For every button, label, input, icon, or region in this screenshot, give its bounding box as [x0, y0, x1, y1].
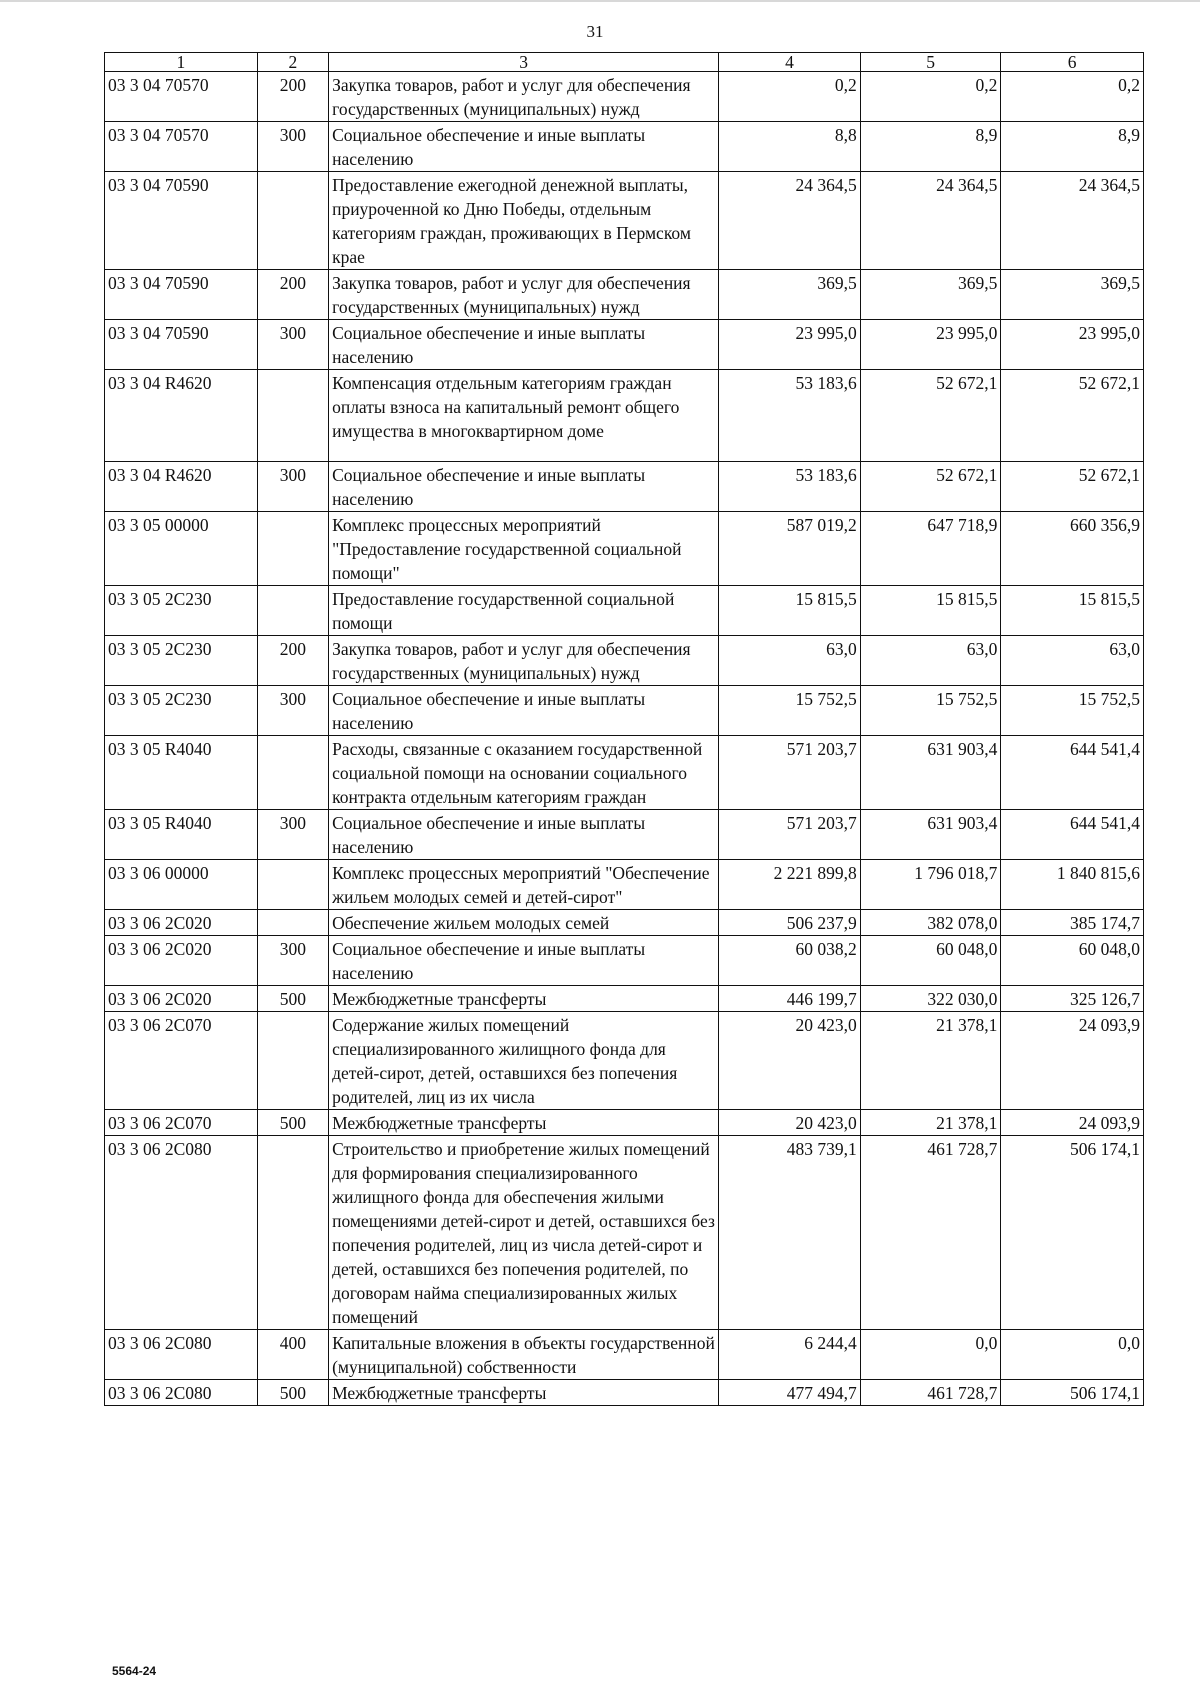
amount-col5-cell: 382 078,0	[860, 910, 1001, 936]
table-row	[105, 1110, 1144, 1136]
budget-code-cell: 03 3 04 R4620	[105, 370, 258, 462]
amount-col6-cell: 24 093,9	[1001, 1012, 1144, 1110]
expense-type-cell: 400	[257, 1330, 328, 1380]
expense-type-cell: 300	[257, 462, 328, 512]
description-cell: Комплекс процессных мероприятий "Обеспечение жильем молодых семей и детей-сирот"	[329, 860, 719, 910]
amount-col5-cell: 369,5	[860, 270, 1001, 320]
expense-type-cell: 500	[257, 1110, 328, 1136]
description-cell: Социальное обеспечение и иные выплаты населению	[329, 686, 719, 736]
description-cell: Социальное обеспечение и иные выплаты населению	[329, 462, 719, 512]
amount-col6-cell: 660 356,9	[1001, 512, 1144, 586]
description-cell: Компенсация отдельным категориям граждан оплаты взноса на капитальный ремонт общего имущества в многоквартирном доме	[329, 370, 719, 462]
budget-code-cell: 03 3 06 2С020	[105, 936, 258, 986]
description-cell: Межбюджетные трансферты	[329, 986, 719, 1012]
amount-col6-cell: 506 174,1	[1001, 1380, 1144, 1406]
expense-type-cell: 200	[257, 72, 328, 122]
amount-col4-cell: 24 364,5	[719, 172, 861, 270]
amount-col6-cell: 0,2	[1001, 72, 1144, 122]
amount-col4-cell: 15 752,5	[719, 686, 861, 736]
amount-col4-cell: 23 995,0	[719, 320, 861, 370]
amount-col5-cell: 0,2	[860, 72, 1001, 122]
expense-type-cell	[257, 512, 328, 586]
amount-col5-cell: 647 718,9	[860, 512, 1001, 586]
col-header-4: 4	[719, 53, 861, 72]
amount-col5-cell: 322 030,0	[860, 986, 1001, 1012]
table-row	[105, 986, 1144, 1012]
amount-col6-cell: 369,5	[1001, 270, 1144, 320]
expense-type-cell: 300	[257, 320, 328, 370]
amount-col6-cell: 506 174,1	[1001, 1136, 1144, 1330]
amount-col5-cell: 21 378,1	[860, 1012, 1001, 1110]
amount-col6-cell: 0,0	[1001, 1330, 1144, 1380]
expense-type-cell: 300	[257, 122, 328, 172]
expense-type-cell	[257, 172, 328, 270]
budget-code-cell: 03 3 05 R4040	[105, 736, 258, 810]
table-row	[105, 860, 1144, 910]
amount-col4-cell: 2 221 899,8	[719, 860, 861, 910]
amount-col5-cell: 21 378,1	[860, 1110, 1001, 1136]
col-header-5: 5	[860, 53, 1001, 72]
amount-col4-cell: 15 815,5	[719, 586, 861, 636]
description-cell: Межбюджетные трансферты	[329, 1110, 719, 1136]
amount-col5-cell: 60 048,0	[860, 936, 1001, 986]
amount-col6-cell: 8,9	[1001, 122, 1144, 172]
expense-type-cell	[257, 370, 328, 462]
table-row	[105, 462, 1144, 512]
expense-type-cell: 200	[257, 270, 328, 320]
budget-code-cell: 03 3 05 2С230	[105, 686, 258, 736]
expense-type-cell: 300	[257, 810, 328, 860]
budget-code-cell: 03 3 05 2С230	[105, 586, 258, 636]
table-row	[105, 122, 1144, 172]
expense-type-cell: 300	[257, 936, 328, 986]
table-row	[105, 686, 1144, 736]
table-row	[105, 1012, 1144, 1110]
amount-col5-cell: 461 728,7	[860, 1380, 1001, 1406]
description-cell: Социальное обеспечение и иные выплаты населению	[329, 936, 719, 986]
description-cell: Социальное обеспечение и иные выплаты населению	[329, 320, 719, 370]
table-row	[105, 72, 1144, 122]
table-row	[105, 1380, 1144, 1406]
budget-code-cell: 03 3 04 70590	[105, 270, 258, 320]
amount-col6-cell: 15 815,5	[1001, 586, 1144, 636]
description-cell: Предоставление государственной социальной помощи	[329, 586, 719, 636]
amount-col5-cell: 631 903,4	[860, 736, 1001, 810]
table-row	[105, 586, 1144, 636]
description-cell: Закупка товаров, работ и услуг для обеспечения государственных (муниципальных) нужд	[329, 270, 719, 320]
amount-col4-cell: 477 494,7	[719, 1380, 861, 1406]
amount-col4-cell: 571 203,7	[719, 810, 861, 860]
budget-code-cell: 03 3 06 2С020	[105, 910, 258, 936]
amount-col4-cell: 6 244,4	[719, 1330, 861, 1380]
amount-col5-cell: 52 672,1	[860, 370, 1001, 462]
amount-col5-cell: 15 815,5	[860, 586, 1001, 636]
amount-col6-cell: 24 364,5	[1001, 172, 1144, 270]
amount-col4-cell: 587 019,2	[719, 512, 861, 586]
amount-col6-cell: 15 752,5	[1001, 686, 1144, 736]
amount-col4-cell: 506 237,9	[719, 910, 861, 936]
expense-type-cell: 500	[257, 986, 328, 1012]
amount-col5-cell: 0,0	[860, 1330, 1001, 1380]
amount-col4-cell: 8,8	[719, 122, 861, 172]
budget-table	[104, 52, 1144, 1406]
amount-col5-cell: 23 995,0	[860, 320, 1001, 370]
amount-col4-cell: 483 739,1	[719, 1136, 861, 1330]
description-cell: Капитальные вложения в объекты государственной (муниципальной) собственности	[329, 1330, 719, 1380]
description-cell: Межбюджетные трансферты	[329, 1380, 719, 1406]
amount-col4-cell: 53 183,6	[719, 370, 861, 462]
table-row	[105, 910, 1144, 936]
expense-type-cell	[257, 1012, 328, 1110]
budget-code-cell: 03 3 05 2С230	[105, 636, 258, 686]
amount-col6-cell: 325 126,7	[1001, 986, 1144, 1012]
budget-code-cell: 03 3 06 2С080	[105, 1380, 258, 1406]
budget-code-cell: 03 3 06 2С080	[105, 1136, 258, 1330]
amount-col6-cell: 52 672,1	[1001, 462, 1144, 512]
description-cell: Предоставление ежегодной денежной выплаты, приуроченной ко Дню Победы, отдельным категориям граждан, проживающих в Пермском крае	[329, 172, 719, 270]
budget-code-cell: 03 3 04 70570	[105, 122, 258, 172]
description-cell: Строительство и приобретение жилых помещений для формирования специализированного жилищного фонда для обеспечения жилыми помещениями детей-сирот и детей, оставшихся без попечения родителей, лиц из числа детей-сирот и детей, оставшихся без попечения родителей, по договорам найма специализированных жилых помещений	[329, 1136, 719, 1330]
expense-type-cell: 300	[257, 686, 328, 736]
amount-col5-cell: 63,0	[860, 636, 1001, 686]
amount-col6-cell: 63,0	[1001, 636, 1144, 686]
amount-col5-cell: 52 672,1	[860, 462, 1001, 512]
budget-code-cell: 03 3 06 2С080	[105, 1330, 258, 1380]
amount-col5-cell: 24 364,5	[860, 172, 1001, 270]
budget-code-cell: 03 3 06 2С070	[105, 1012, 258, 1110]
amount-col4-cell: 63,0	[719, 636, 861, 686]
table-row	[105, 172, 1144, 270]
description-cell: Расходы, связанные с оказанием государственной социальной помощи на основании социального контракта отдельным категориям граждан	[329, 736, 719, 810]
description-cell: Комплекс процессных мероприятий "Предоставление государственной социальной помощи"	[329, 512, 719, 586]
expense-type-cell	[257, 860, 328, 910]
expense-type-cell: 500	[257, 1380, 328, 1406]
description-cell: Закупка товаров, работ и услуг для обеспечения государственных (муниципальных) нужд	[329, 636, 719, 686]
table-row	[105, 512, 1144, 586]
col-header-2: 2	[257, 53, 328, 72]
budget-code-cell: 03 3 06 2С070	[105, 1110, 258, 1136]
description-cell: Содержание жилых помещений специализированного жилищного фонда для детей-сирот, детей, оставшихся без попечения родителей, лиц из их числа	[329, 1012, 719, 1110]
budget-code-cell: 03 3 04 R4620	[105, 462, 258, 512]
amount-col4-cell: 20 423,0	[719, 1012, 861, 1110]
amount-col6-cell: 52 672,1	[1001, 370, 1144, 462]
amount-col4-cell: 369,5	[719, 270, 861, 320]
expense-type-cell	[257, 736, 328, 810]
amount-col6-cell: 1 840 815,6	[1001, 860, 1144, 910]
amount-col6-cell: 644 541,4	[1001, 810, 1144, 860]
expense-type-cell: 200	[257, 636, 328, 686]
budget-code-cell: 03 3 04 70590	[105, 172, 258, 270]
table-row	[105, 270, 1144, 320]
amount-col4-cell: 0,2	[719, 72, 861, 122]
amount-col5-cell: 461 728,7	[860, 1136, 1001, 1330]
top-scan-edge	[0, 0, 1200, 2]
amount-col6-cell: 24 093,9	[1001, 1110, 1144, 1136]
page-number: 31	[586, 22, 604, 41]
amount-col5-cell: 15 752,5	[860, 686, 1001, 736]
amount-col5-cell: 631 903,4	[860, 810, 1001, 860]
amount-col4-cell: 53 183,6	[719, 462, 861, 512]
table-row	[105, 1136, 1144, 1330]
table-row	[105, 810, 1144, 860]
budget-code-cell: 03 3 04 70590	[105, 320, 258, 370]
amount-col6-cell: 23 995,0	[1001, 320, 1144, 370]
description-cell: Обеспечение жильем молодых семей	[329, 910, 719, 936]
amount-col6-cell: 385 174,7	[1001, 910, 1144, 936]
expense-type-cell	[257, 910, 328, 936]
budget-code-cell: 03 3 06 2С020	[105, 986, 258, 1012]
budget-code-cell: 03 3 05 R4040	[105, 810, 258, 860]
amount-col6-cell: 60 048,0	[1001, 936, 1144, 986]
budget-code-cell: 03 3 06 00000	[105, 860, 258, 910]
table-row	[105, 736, 1144, 810]
description-cell: Закупка товаров, работ и услуг для обеспечения государственных (муниципальных) нужд	[329, 72, 719, 122]
table-row	[105, 936, 1144, 986]
amount-col6-cell: 644 541,4	[1001, 736, 1144, 810]
expense-type-cell	[257, 586, 328, 636]
table-row	[105, 320, 1144, 370]
amount-col4-cell: 60 038,2	[719, 936, 861, 986]
amount-col4-cell: 20 423,0	[719, 1110, 861, 1136]
amount-col5-cell: 8,9	[860, 122, 1001, 172]
table-row	[105, 1330, 1144, 1380]
table-header-row	[105, 53, 1144, 72]
amount-col5-cell: 1 796 018,7	[860, 860, 1001, 910]
budget-code-cell: 03 3 04 70570	[105, 72, 258, 122]
col-header-3: 3	[329, 53, 719, 72]
amount-col4-cell: 446 199,7	[719, 986, 861, 1012]
table-row	[105, 370, 1144, 462]
table-body	[105, 72, 1144, 1406]
col-header-1: 1	[105, 53, 258, 72]
description-cell: Социальное обеспечение и иные выплаты населению	[329, 810, 719, 860]
footer-document-code: 5564-24	[112, 1664, 157, 1678]
amount-col4-cell: 571 203,7	[719, 736, 861, 810]
budget-code-cell: 03 3 05 00000	[105, 512, 258, 586]
expense-type-cell	[257, 1136, 328, 1330]
description-cell: Социальное обеспечение и иные выплаты населению	[329, 122, 719, 172]
col-header-6: 6	[1001, 53, 1144, 72]
table-row	[105, 636, 1144, 686]
